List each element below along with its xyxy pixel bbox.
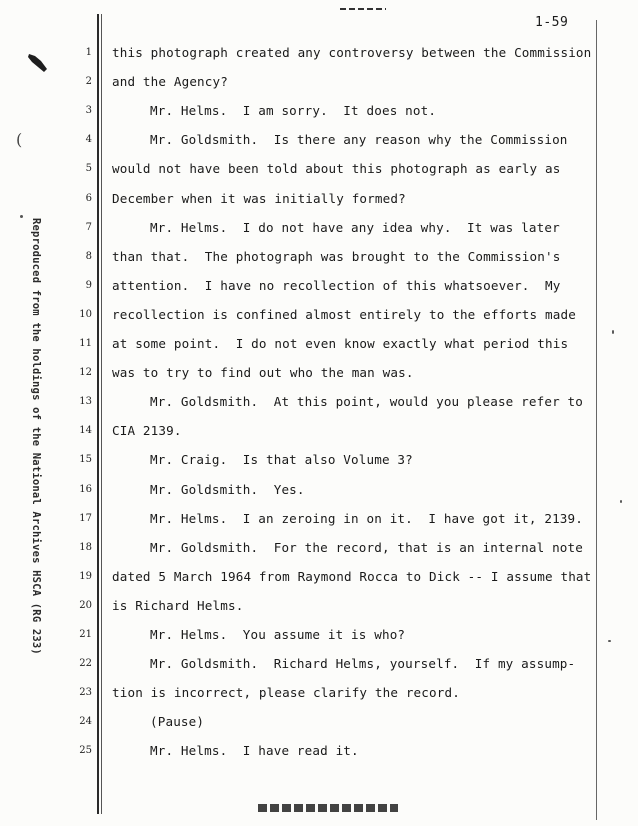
- transcript-line: Mr. Helms. I have read it.: [150, 743, 359, 759]
- line-number: 21: [79, 629, 92, 640]
- scan-speck: [620, 500, 622, 503]
- transcript-line: December when it was initially formed?: [112, 190, 406, 206]
- scan-speck: [612, 330, 614, 334]
- line-number: 10: [79, 308, 92, 320]
- transcript-line: was to try to find out who the man was.: [112, 365, 414, 381]
- line-number: 13: [79, 396, 92, 408]
- transcript-line: Mr. Helms. I do not have any idea why. It was later: [150, 219, 560, 235]
- right-margin-rule: [596, 20, 597, 820]
- transcript-line: (Pause): [150, 714, 205, 730]
- line-number: 16: [79, 483, 92, 495]
- transcript-line: Mr. Goldsmith. For the record, that is an internal note: [150, 539, 583, 555]
- transcript-line: at some point. I do not even know exactly what period this: [112, 336, 569, 351]
- ink-blot: [26, 52, 48, 74]
- line-number: 18: [79, 541, 92, 553]
- transcript-line: would not have been told about this photograph as early as: [112, 161, 561, 177]
- scan-speck: [20, 215, 23, 218]
- margin-mark: (: [16, 130, 23, 149]
- transcript-line: and the Agency?: [112, 74, 228, 90]
- line-number: 4: [85, 134, 92, 146]
- line-number: 11: [79, 338, 92, 349]
- top-scan-mark: [340, 8, 386, 10]
- line-number: 8: [85, 250, 92, 262]
- transcript-line: than that. The photograph was brought to the Commission's: [112, 248, 561, 264]
- line-number: 14: [79, 425, 92, 437]
- transcript-line: Mr. Helms. I am sorry. It does not.: [150, 103, 437, 119]
- line-number: 24: [79, 716, 92, 728]
- transcript-line: is Richard Helms.: [112, 597, 244, 613]
- line-number: 2: [85, 76, 92, 88]
- transcript-line: Mr. Craig. Is that also Volume 3?: [150, 452, 413, 468]
- transcript-line: CIA 2139.: [112, 423, 182, 439]
- transcript-line: this photograph created any controversy between the Commission: [112, 45, 592, 60]
- line-number: 23: [79, 687, 92, 699]
- transcript-line: dated 5 March 1964 from Raymond Rocca to Dick -- I assume that: [112, 568, 592, 584]
- left-margin-rule-inner: [101, 14, 102, 814]
- transcript-line: Mr. Helms. You assume it is who?: [150, 627, 406, 642]
- line-number: 20: [79, 599, 92, 611]
- scan-speck: [608, 640, 611, 642]
- line-number: 5: [85, 163, 92, 175]
- classification-footer-mark: [258, 804, 398, 812]
- line-number: 7: [85, 221, 92, 233]
- line-number: 9: [85, 279, 92, 291]
- line-number: 3: [85, 105, 92, 117]
- line-number: 6: [85, 192, 92, 204]
- line-number: 1: [85, 47, 92, 58]
- transcript-line: tion is incorrect, please clarify the record.: [112, 685, 460, 701]
- transcript-line: Mr. Goldsmith. Richard Helms, yourself. If my assump-: [150, 656, 576, 672]
- left-margin-rule: [97, 14, 99, 814]
- archives-stamp: Reproduced from the holdings of the National Archives HSCA (RG 233): [30, 218, 42, 655]
- line-number: 15: [79, 454, 92, 466]
- line-number: 25: [79, 745, 92, 757]
- line-number: 17: [79, 512, 92, 524]
- transcript-line: Mr. Helms. I an zeroing in on it. I have got it, 2139.: [150, 510, 583, 526]
- page-number: 1-59: [535, 15, 569, 30]
- transcript-line: Mr. Goldsmith. Is there any reason why the Commission: [150, 132, 568, 148]
- transcript-line: Mr. Goldsmith. At this point, would you please refer to: [150, 394, 583, 410]
- line-number: 19: [79, 570, 92, 582]
- transcript-line: attention. I have no recollection of this whatsoever. My: [112, 277, 561, 293]
- line-number: 22: [79, 658, 92, 670]
- line-number: 12: [79, 367, 92, 379]
- transcript-line: recollection is confined almost entirely to the efforts made: [112, 306, 576, 322]
- transcript-line: Mr. Goldsmith. Yes.: [150, 481, 305, 497]
